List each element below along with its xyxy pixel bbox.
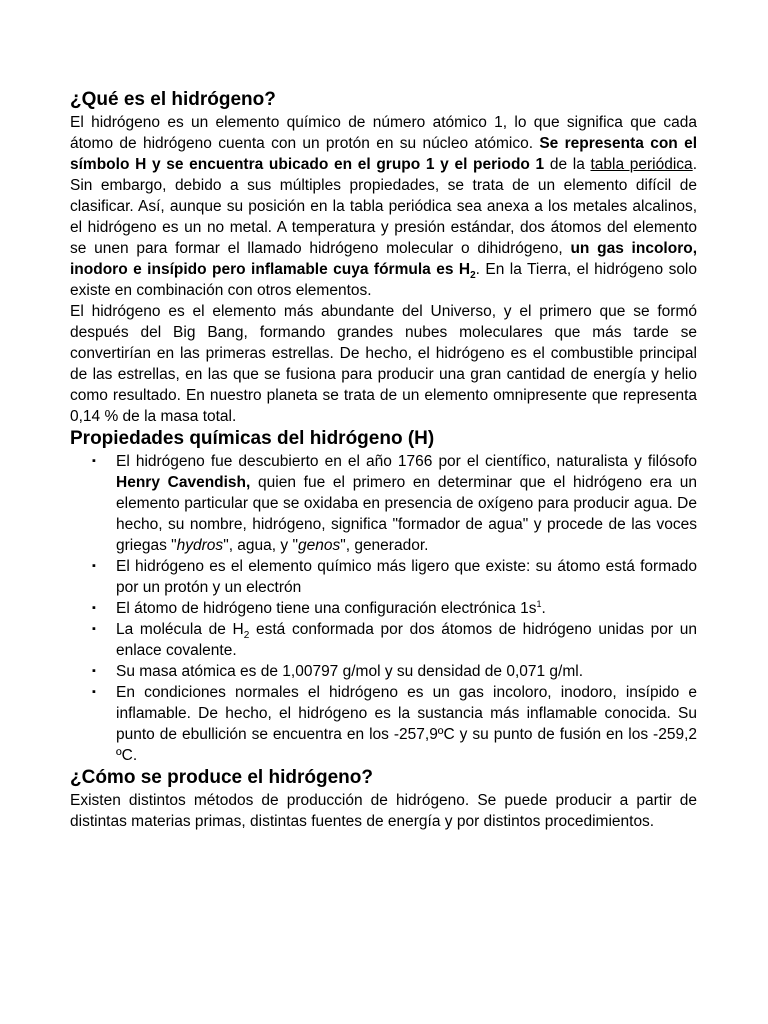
text-run: En condiciones normales el hidrógeno es un gas incoloro, inodoro, insípido e inflamable. De hecho, el hidrógeno es la sustancia más inflamable conocida. Su punto de ebullición se encuentra en los -257,9ºC y su punto de fusión en los -259,2 ºC. [116,684,697,764]
link-tabla-periodica[interactable]: tabla periódica [590,156,693,173]
bullet: ▪ [92,602,96,614]
italic-text: genos [297,537,341,554]
list-item [92,682,697,766]
text-run: Su masa atómica es de 1,00797 g/mol y su densidad de 0,071 g/ml. [116,663,584,680]
text-run: . [541,600,546,617]
bold-text-symbol: Se representa con el símbolo H y se encuentra ubicado en el grupo 1 y el periodo 1 [70,135,697,173]
text-run: El hidrógeno es un elemento químico de número atómico 1, lo que significa que cada átomo de hidrógeno cuenta con un protón en su núcleo atómico. [70,114,697,152]
text-run: . Sin embargo, debido a sus múltiples propiedades, se trata de un elemento difícil de clasificar. Así, aunque su posición en la tabla periódica sea anexa a los metales alcalinos, el hidrógeno es un no metal. A temperatura y presión estándar, dos átomos del elemento se unen para formar el llamado hidrógeno molecular o dihidrógeno, [70,156,697,257]
bullet: ▪ [92,455,96,467]
text-run: El átomo de hidrógeno tiene una configuración electrónica 1s [116,600,537,617]
bullet: ▪ [92,686,96,698]
list-item [92,619,697,661]
properties-list [70,451,697,766]
text-run: está conformada por dos átomos de hidrógeno unidas por un enlace covalente. [116,621,697,659]
text-run: El hidrógeno fue descubierto en el año 1766 por el científico, naturalista y filósofo [116,453,697,470]
list-item [92,661,697,682]
text-run: El hidrógeno es el elemento químico más ligero que existe: su átomo está formado por un protón y un electrón [116,558,697,596]
paragraph-definition [70,112,697,301]
subscript-2: 2 [243,630,250,642]
italic-text: hydros [176,537,224,554]
text-run: . En la Tierra, el hidrógeno solo existe en combinación con otros elementos. [70,261,698,299]
bullet: ▪ [92,560,96,572]
text-run: quien fue el primero en determinar que el hidrógeno era un elemento particular que se oxidaba en presencia de oxígeno para producir agua. De hecho, su nombre, hidrógeno, significa "formador de agua" y procede de las voces griegas " [116,474,698,554]
heading-como-se-produce: ¿Cómo se produce el hidrógeno? [70,767,373,788]
list-item [92,556,697,598]
heading-propiedades: Propiedades químicas del hidrógeno (H) [70,428,435,449]
paragraph-production: Existen distintos métodos de producción de hidrógeno. Se puede producir a partir de distintas materias primas, distintas fuentes de energía y por distintos procedimientos. [70,792,697,830]
list-item [92,451,698,556]
heading-que-es-hidrogeno: ¿Qué es el hidrógeno? [70,89,276,110]
bullet: ▪ [92,665,96,677]
subscript-2: 2 [470,270,476,282]
superscript-1: 1 [536,598,542,609]
text-run: La molécula de H [116,621,244,638]
bold-text-cavendish: Henry Cavendish, [116,474,251,491]
bullet: ▪ [92,623,96,635]
text-run: ", generador. [340,537,429,554]
paragraph-abundance: El hidrógeno es el elemento más abundante del Universo, y el primero que se formó después del Big Bang, formando grandes nubes moleculares que más tarde se convertirían en las primeras estrellas. De hecho, el hidrógeno es el combustible principal de las estrellas, en las que se fusiona para producir una gran cantidad de energía y helio como resultado. En nuestro planeta se trata de un elemento omnipresente que representa 0,14 % de la masa total. [70,303,697,425]
text-run: de la [544,156,591,173]
bold-text-gas: un gas incoloro, inodoro e insípido pero inflamable cuya fórmula es H [70,240,697,278]
text-run: ", agua, y " [223,537,298,554]
list-item [92,598,697,619]
